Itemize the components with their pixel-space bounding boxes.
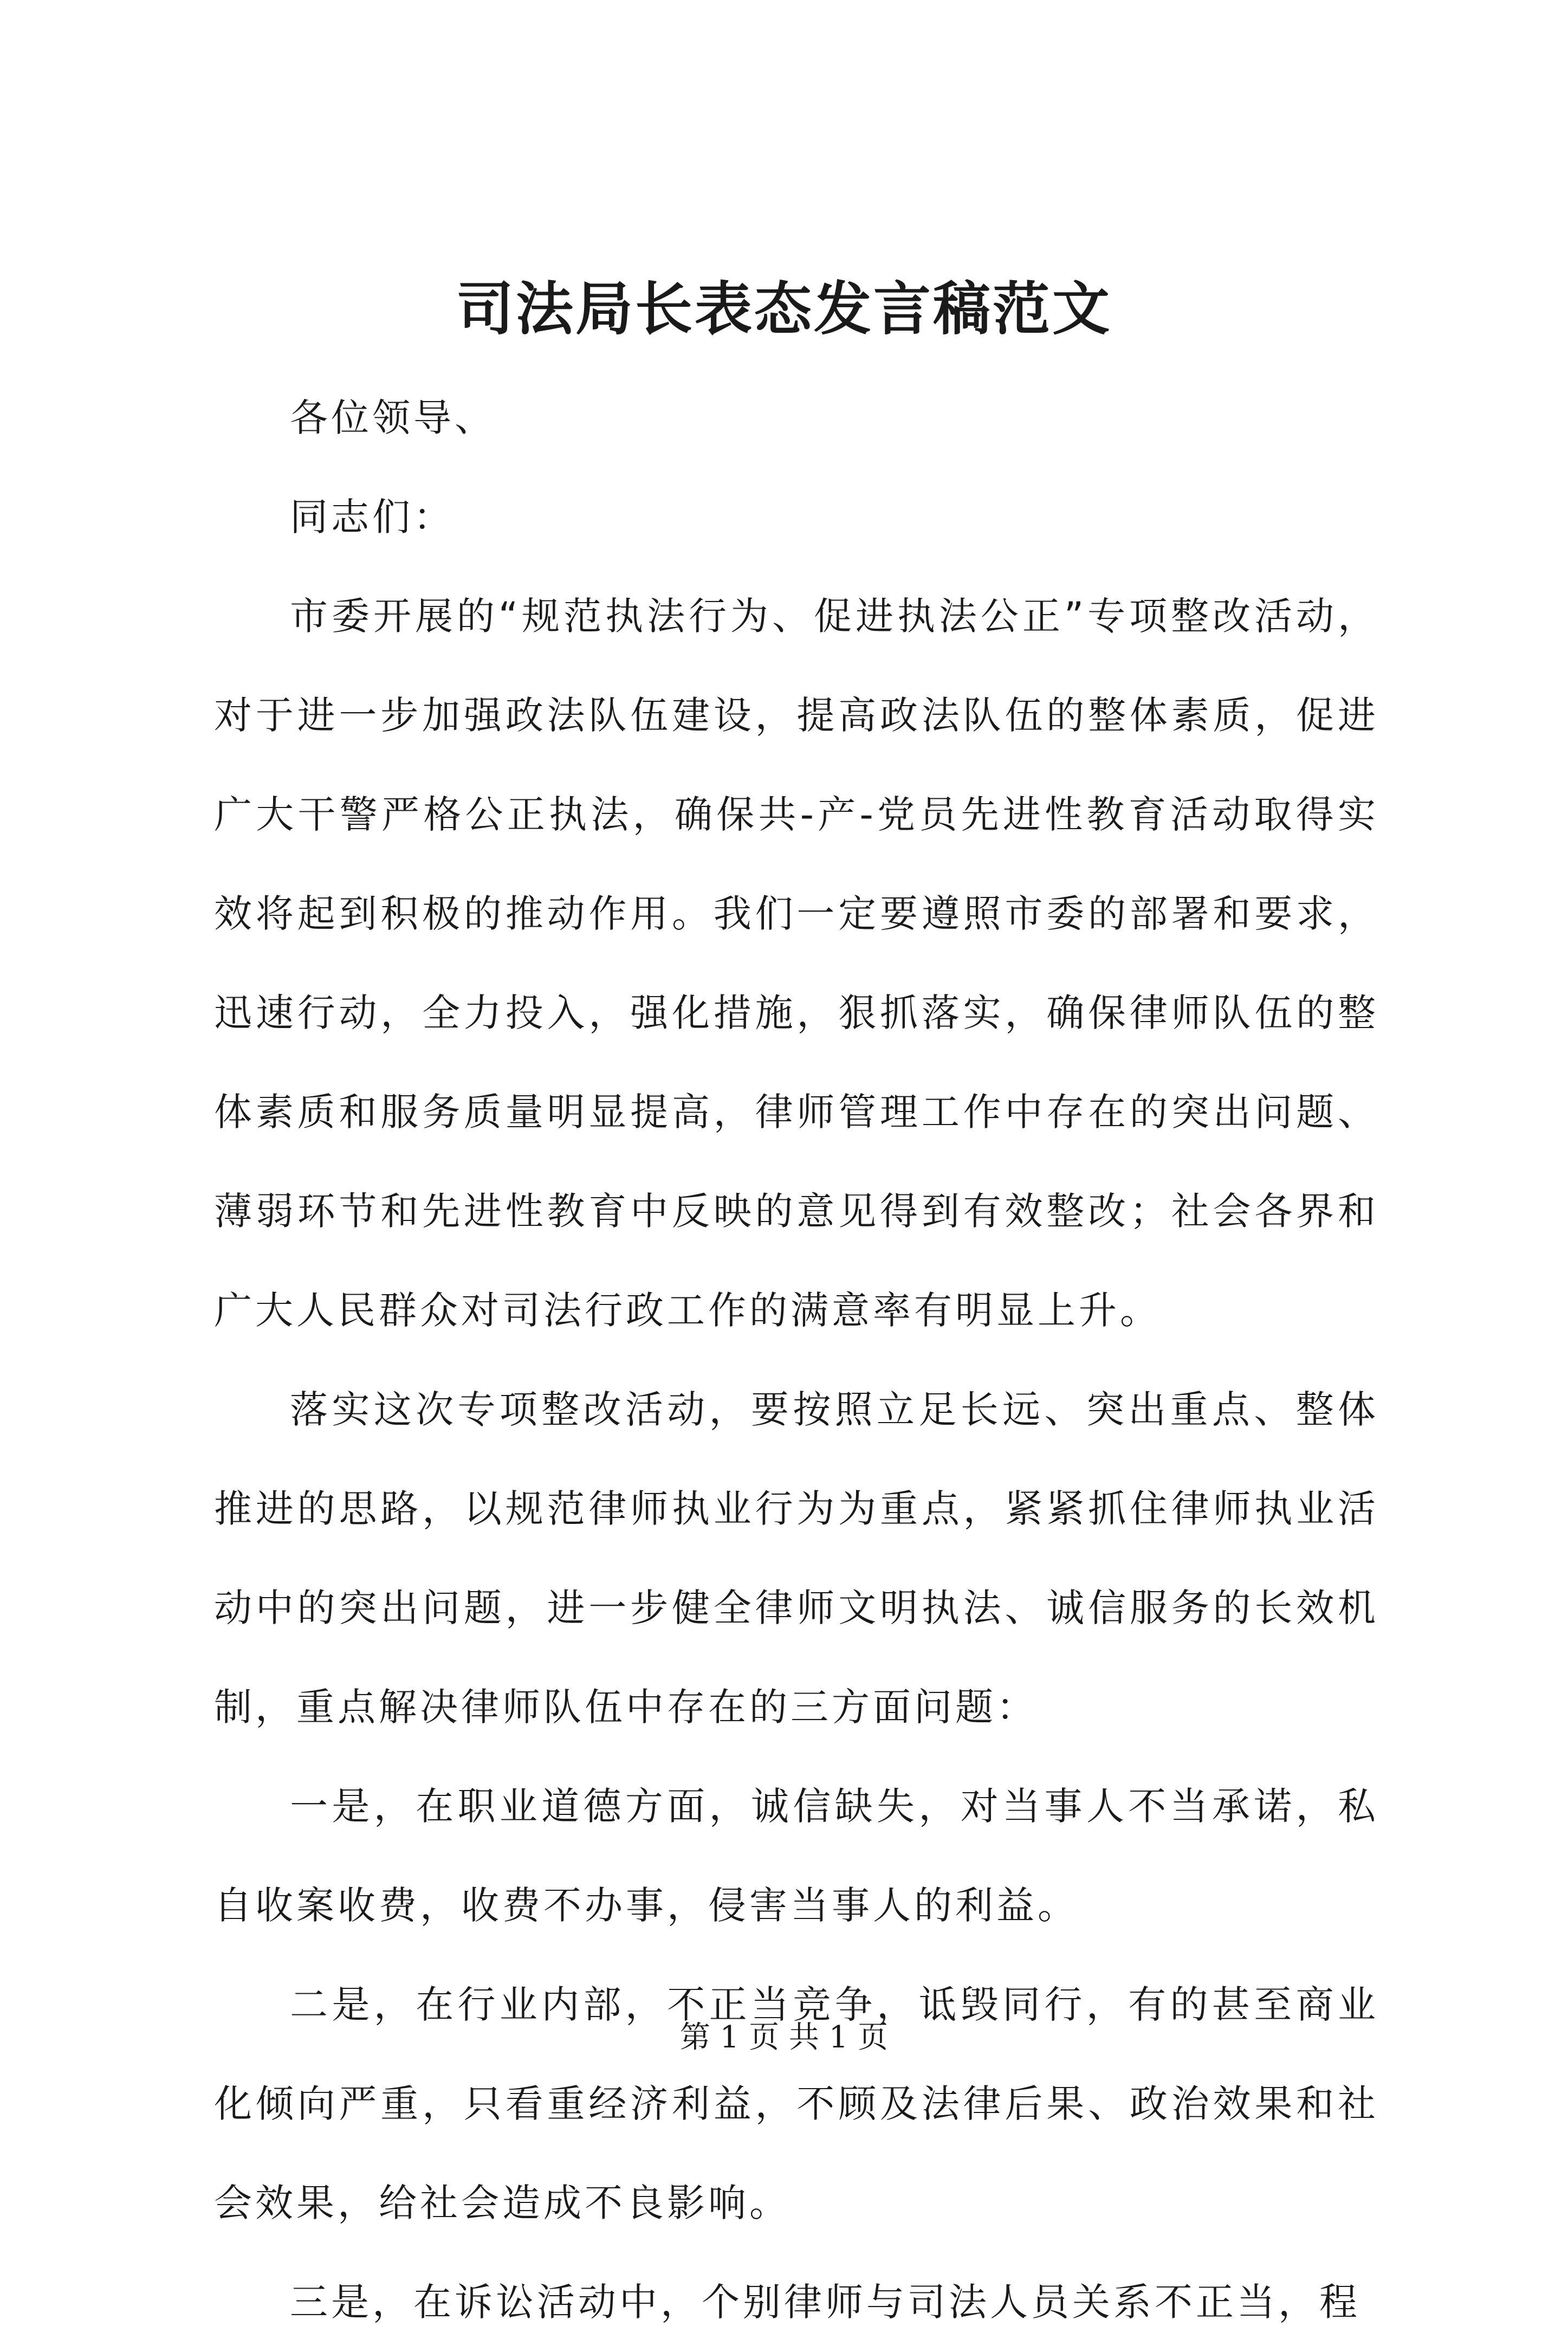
- body-paragraph: 一是，在职业道德方面，诚信缺失，对当事人不当承诺，私自收案收费，收费不办事，侵害当事人的利益。: [214, 1784, 1379, 1928]
- body-paragraph: 二是，在行业内部，不正当竞争，诋毁同行，有的甚至商业化倾向严重，只看重经济利益，不顾及法律后果、政治效果和社会效果，给社会造成不良影响。: [214, 1982, 1379, 2225]
- salutation-line-1: 各位领导、: [290, 396, 496, 440]
- body-paragraph: 落实这次专项整改活动，要按照立足长远、突出重点、整体推进的思路，以规范律师执业行为为重点，紧紧抓住律师执业活动中的突出问题，进一步健全律师文明执法、诚信服务的长效机制，重点解决律师队伍中存在的三方面问题：: [214, 1387, 1379, 1729]
- body-paragraph: 三是，在诉讼活动中，个别律师与司法人员关系不正当，程: [290, 2280, 1360, 2324]
- document-title: 司法局长表态发言稿范文: [456, 275, 1112, 343]
- body-paragraph: 市委开展的“规范执法行为、促进执法公正”专项整改活动，对于进一步加强政法队伍建设，提高政法队伍的整体素质，促进广大干警严格公正执法，确保共-产-党员先进性教育活动取得实效将起到积极的推动作用。我们一定要遵照市委的部署和要求，迅速行动，全力投入，强化措施，狠抓落实，确保律师队伍的整体素质和服务质量明显提高，律师管理工作中存在的突出问题、薄弱环节和先进性教育中反映的意见得到有效整改；社会各界和广大人民群众对司法行政工作的满意率有明显上升。: [214, 594, 1379, 1333]
- salutation-line-2: 同志们：: [290, 495, 455, 539]
- page-number-footer: 第 1 页 共 1 页: [679, 2020, 889, 2055]
